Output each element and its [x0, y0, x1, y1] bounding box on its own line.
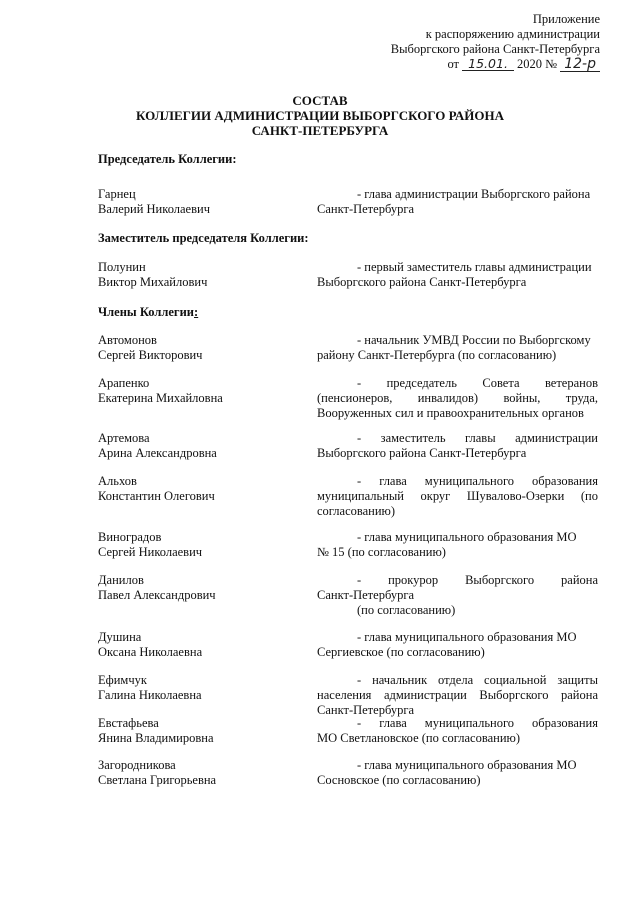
- member-role-line: муниципальный округ Шувалово-Озерки (по: [317, 489, 598, 503]
- member-role-line: - прокурор Выборгского района: [357, 573, 598, 587]
- appendix-date-line: [391, 57, 600, 72]
- member-first-names: Галина Николаевна: [98, 688, 202, 702]
- member-role-line: Санкт-Петербурга: [317, 202, 415, 216]
- title-line-2: КОЛЛЕГИИ АДМИНИСТРАЦИИ ВЫБОРГСКОГО РАЙОНА: [136, 108, 504, 123]
- member-first-names: Екатерина Михайловна: [98, 391, 223, 405]
- member-first-names: Оксана Николаевна: [98, 645, 203, 659]
- member-role-line: - глава муниципального образования: [357, 716, 598, 730]
- member-surname: Автомонов: [98, 333, 157, 347]
- members-heading: [98, 305, 198, 320]
- member-first-names: Светлана Григорьевна: [98, 773, 217, 787]
- member-role-line: - глава администрации Выборгского района: [357, 187, 591, 201]
- member-role-line: - первый заместитель главы администрации: [357, 260, 592, 274]
- member-role-line: Санкт-Петербурга: [317, 588, 415, 602]
- member-role-line: - начальник отдела социальной защиты: [357, 673, 598, 687]
- member-surname: Душина: [98, 630, 142, 644]
- member-first-names: Сергей Николаевич: [98, 545, 203, 559]
- member-first-names: Арина Александровна: [98, 446, 217, 460]
- member-first-names: Янина Владимировна: [98, 731, 214, 745]
- member-first-names: Сергей Викторович: [98, 348, 203, 362]
- member-surname: Ефимчук: [98, 673, 147, 687]
- member-role-line: - глава муниципального образования МО: [357, 630, 577, 644]
- deputy-heading: Заместитель председателя Коллегии:: [98, 231, 309, 245]
- members-heading-colon: :: [194, 305, 199, 319]
- member-role-line: № 15 (по согласованию): [317, 545, 446, 559]
- appendix-label: Приложение: [532, 12, 600, 26]
- year-number-label: 2020 №: [517, 57, 558, 71]
- member-surname: Загородникова: [98, 758, 176, 772]
- member-first-names: Павел Александрович: [98, 588, 216, 602]
- member-role-line: согласованию): [317, 504, 396, 518]
- member-first-names: Константин Олегович: [98, 489, 215, 503]
- member-surname: Альхов: [98, 474, 137, 488]
- appendix-order-ref: к распоряжению администрации: [425, 27, 600, 41]
- member-surname: Евстафьева: [98, 716, 159, 730]
- member-role-line: - глава муниципального образования МО: [357, 530, 577, 544]
- members-heading-text: Члены Коллегии: [98, 305, 195, 319]
- member-surname: Полунин: [98, 260, 146, 274]
- member-role-line: - глава муниципального образования МО: [357, 758, 577, 772]
- member-role-line: населения администрации Выборгского района: [317, 688, 598, 702]
- member-role-line: - председатель Совета ветеранов: [357, 376, 598, 390]
- member-first-names: Валерий Николаевич: [98, 202, 210, 216]
- title-line-1: СОСТАВ: [292, 93, 348, 108]
- member-role-line: (пенсионеров, инвалидов) войны, труда,: [317, 391, 598, 405]
- appendix-header: [391, 12, 600, 72]
- member-first-names: Виктор Михайлович: [98, 275, 208, 289]
- member-role-line: - глава муниципального образования: [357, 474, 598, 488]
- document-title: [0, 93, 640, 138]
- member-role-line: Сосновское (по согласованию): [317, 773, 481, 787]
- member-role-line: Выборгского района Санкт-Петербурга: [317, 446, 527, 460]
- member-role-line: - заместитель главы администрации: [357, 431, 598, 445]
- handwritten-date: 15.01.: [462, 57, 514, 71]
- member-role-line: МО Светлановское (по согласованию): [317, 731, 521, 745]
- member-surname: Виноградов: [98, 530, 162, 544]
- member-role-line: Сергиевское (по согласованию): [317, 645, 485, 659]
- member-surname: Гарнец: [98, 187, 136, 201]
- member-surname: Данилов: [98, 573, 144, 587]
- member-role-line: Санкт-Петербурга: [317, 703, 415, 717]
- title-line-3: САНКТ-ПЕТЕРБУРГА: [251, 123, 389, 138]
- member-role-line: - начальник УМВД России по Выборгскому: [357, 333, 591, 347]
- member-surname: Арапенко: [98, 376, 150, 390]
- member-role-line: Выборгского района Санкт-Петербурга: [317, 275, 527, 289]
- chairman-heading: Председатель Коллегии:: [98, 152, 237, 166]
- member-role-line: Вооруженных сил и правоохранительных органов: [317, 406, 584, 420]
- handwritten-number: 12-р: [560, 58, 600, 72]
- member-role-line: (по согласованию): [357, 603, 456, 617]
- member-role-line: району Санкт-Петербурга (по согласованию): [317, 348, 557, 362]
- date-prefix: от: [447, 57, 460, 71]
- appendix-district: Выборгского района Санкт-Петербурга: [390, 42, 600, 56]
- member-surname: Артемова: [98, 431, 150, 445]
